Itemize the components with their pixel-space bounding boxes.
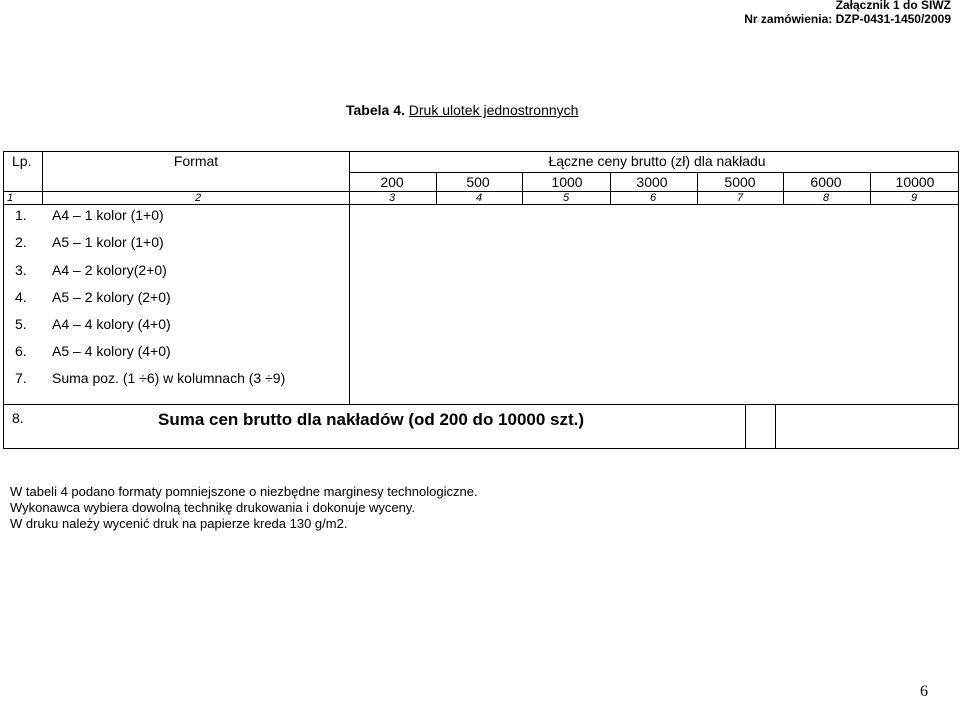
row-number: 4. (15, 289, 27, 305)
row-number: 2. (15, 234, 27, 250)
column-number: 1 (6, 192, 14, 204)
table-line-numbers (3, 204, 959, 205)
row-number: 1. (15, 207, 27, 223)
table-line-price-header (349, 172, 959, 173)
table-col-divider-lp (42, 151, 43, 205)
summary-row-number: 8. (12, 410, 24, 426)
quantity-header: 1000 (551, 174, 583, 190)
column-number: 3 (388, 192, 396, 204)
table-line-rows-end (3, 404, 959, 405)
row-format: A5 – 1 kolor (1+0) (52, 234, 164, 250)
column-number: 4 (475, 192, 483, 204)
row-number: 6. (15, 343, 27, 359)
table-col-divider-format (349, 151, 350, 405)
table-col-divider (436, 172, 437, 205)
row-format: A4 – 4 kolory (4+0) (52, 316, 171, 332)
summary-row-label: Suma cen brutto dla nakładów (od 200 do 10000 szt.) (158, 410, 585, 429)
page-number: 6 (920, 683, 928, 700)
column-number: 8 (822, 192, 830, 204)
quantity-header: 10000 (895, 174, 935, 190)
quantity-header: 200 (380, 174, 404, 190)
order-number: Nr zamówienia: DZP-0431-1450/2009 (744, 12, 951, 26)
column-number: 5 (562, 192, 570, 204)
table-col-divider (783, 172, 784, 205)
column-number: 2 (194, 192, 202, 204)
column-number: 7 (736, 192, 744, 204)
summary-cell-divider (775, 404, 776, 449)
row-format: A4 – 1 kolor (1+0) (52, 207, 164, 223)
quantity-header: 3000 (636, 174, 668, 190)
row-format: A5 – 2 kolory (2+0) (52, 289, 171, 305)
row-format: A4 – 2 kolory(2+0) (52, 262, 167, 278)
column-number: 6 (649, 192, 657, 204)
column-header-prices: Łączne ceny brutto (zł) dla nakładu (548, 153, 766, 169)
table-title-text: Druk ulotek jednostronnych (408, 102, 579, 118)
row-number: 5. (15, 316, 27, 332)
table-col-divider (870, 172, 871, 205)
table-col-divider (697, 172, 698, 205)
row-format: A5 – 4 kolory (4+0) (52, 343, 171, 359)
quantity-header: 5000 (724, 174, 756, 190)
table-border-bottom (3, 448, 959, 449)
row-number: 7. (15, 370, 27, 386)
note-line: W tabeli 4 podano formaty pomniejszone o niezbędne marginesy technologiczne. (10, 484, 478, 499)
note-line: W druku należy wycenić druk na papierze kreda 130 g/m2. (10, 516, 348, 531)
attachment-label: Załącznik 1 do SIWZ (835, 0, 951, 12)
table-title-prefix: Tabela 4. (346, 102, 405, 118)
quantity-header: 6000 (810, 174, 842, 190)
table-border-top (3, 151, 959, 152)
row-format: Suma poz. (1 ÷6) w kolumnach (3 ÷9) (52, 370, 286, 386)
column-header-format: Format (173, 153, 219, 169)
column-number: 9 (910, 192, 918, 204)
table-title (346, 103, 578, 117)
summary-cell-divider (745, 404, 746, 449)
column-header-lp: Lp. (12, 153, 32, 169)
table-col-divider (522, 172, 523, 205)
note-line: Wykonawca wybiera dowolną technikę drukowania i dokonuje wyceny. (10, 500, 416, 515)
table-border-right (958, 151, 959, 449)
quantity-header: 500 (466, 174, 490, 190)
row-number: 3. (15, 262, 27, 278)
table-col-divider (610, 172, 611, 205)
